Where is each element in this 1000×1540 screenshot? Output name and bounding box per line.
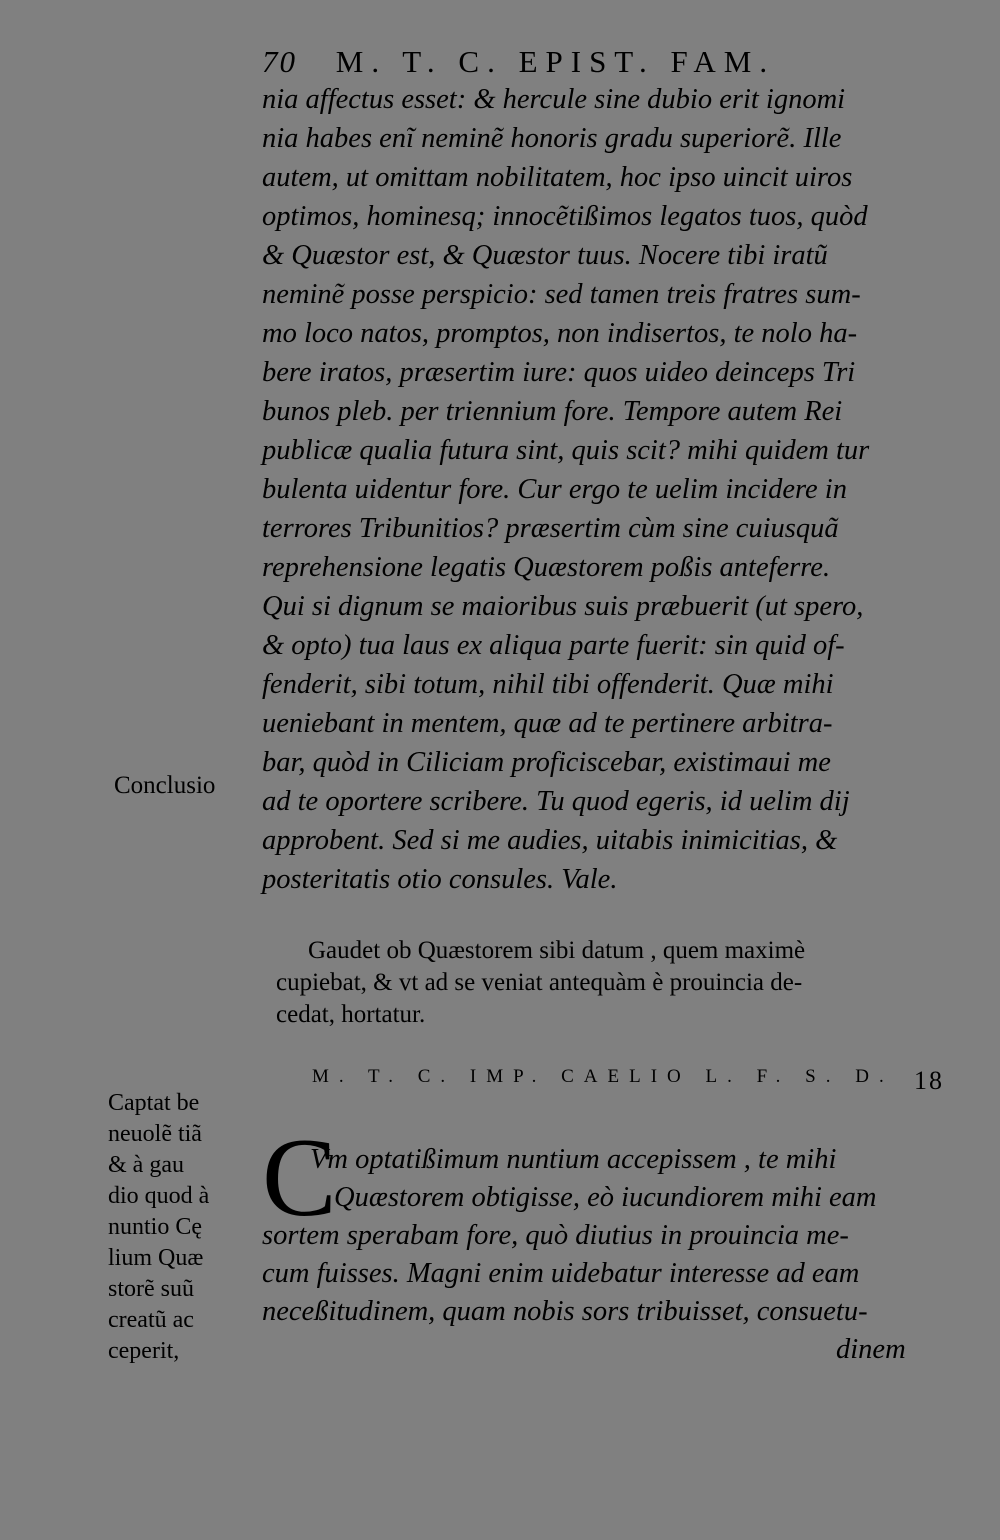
text-line: Vm optatißimum nuntium accepissem , te mihi [310,1144,837,1175]
text-line: Quæstorem obtigisse, eò iucundiorem mihi eam [334,1182,877,1213]
summary-line: cedat, hortatur. [276,1001,426,1028]
text-line: & Quæstor est, & Quæstor tuus. Nocere tibi iratũ [262,240,828,271]
text-line: mo loco natos, promptos, non indisertos, te nolo ha- [262,318,858,349]
summary-line: Gaudet ob Quæstorem sibi datum , quem maximè [308,937,806,964]
text-line: & opto) tua laus ex aliqua parte fuerit: sin quid of- [262,630,845,661]
text-line: bar, quòd in Ciliciam proficiscebar, existimaui me [262,747,831,778]
text-line: ad te oportere scribere. Tu quod egeris, id uelim dij [262,786,850,817]
text-line: Qui si dignum se maioribus suis præbuerit (ut spero, [262,591,864,622]
letter-salutation: M. T. C. IMP. CAELIO L. F. S. D. [312,1066,894,1087]
drop-capital: C [262,1116,337,1240]
text-line: cum fuisses. Magni enim uidebatur interesse ad eam [262,1258,860,1289]
margin-note-conclusio: Conclusio [114,772,216,799]
margin-line: ceperit, [108,1338,180,1364]
text-line: bere iratos, præsertim iure: quos uideo deinceps Tri [262,357,856,388]
text-line: publicæ qualia futura sint, quis scit? mihi quidem tur [262,435,870,466]
running-head [262,44,862,84]
text-line: sortem sperabam fore, quò diutius in prouincia me- [262,1220,849,1251]
margin-line: Captat be [108,1090,200,1116]
text-line: terrores Tribunitios? præsertim cùm sine cuiusquã [262,513,839,544]
text-line: approbent. Sed si me audies, uitabis inimicitias, & [262,825,838,856]
text-line: ueniebant in mentem, quæ ad te pertinere arbitra- [262,708,833,739]
text-line: reprehensione legatis Quæstorem poßis anteferre. [262,552,831,583]
text-line: bulenta uidentur fore. Cur ergo te uelim incidere in [262,474,847,505]
running-title: M. T. C. EPIST. FAM. [335,44,776,79]
text-line: optimos, hominesq; innocẽtißimos legatos tuos, quòd [262,201,868,232]
text-line: posteritatis otio consules. Vale. [262,864,618,895]
margin-line: nuntio Cę [108,1214,202,1240]
catchword: dinem [836,1334,906,1365]
margin-line: lium Quæ [108,1245,204,1271]
margin-line: storẽ suũ [108,1276,194,1302]
margin-line: creatũ ac [108,1307,194,1333]
margin-line: & à gau [108,1152,184,1178]
margin-line: neuolẽ tiã [108,1121,202,1147]
text-line: fenderit, sibi totum, nihil tibi offenderit. Quæ mihi [262,669,834,700]
text-line: bunos pleb. per triennium fore. Tempore autem Rei [262,396,843,427]
text-line: autem, ut omittam nobilitatem, hoc ipso uincit uiros [262,162,853,193]
text-line: nia habes enĩ neminẽ honoris gradu superiorẽ. Ille [262,123,842,154]
text-line: nia affectus esset: & hercule sine dubio erit ignomi [262,84,846,115]
summary-line: cupiebat, & vt ad se veniat antequàm è prouincia de- [276,969,803,996]
letter-number: 18 [914,1066,944,1095]
letter-heading [312,1066,952,1102]
margin-line: dio quod à [108,1183,210,1209]
text-line: neminẽ posse perspicio: sed tamen treis fratres sum- [262,279,861,310]
page-number: 70 [262,44,297,79]
text-line: neceßitudinem, quam nobis sors tribuisset, consuetu- [262,1296,868,1327]
